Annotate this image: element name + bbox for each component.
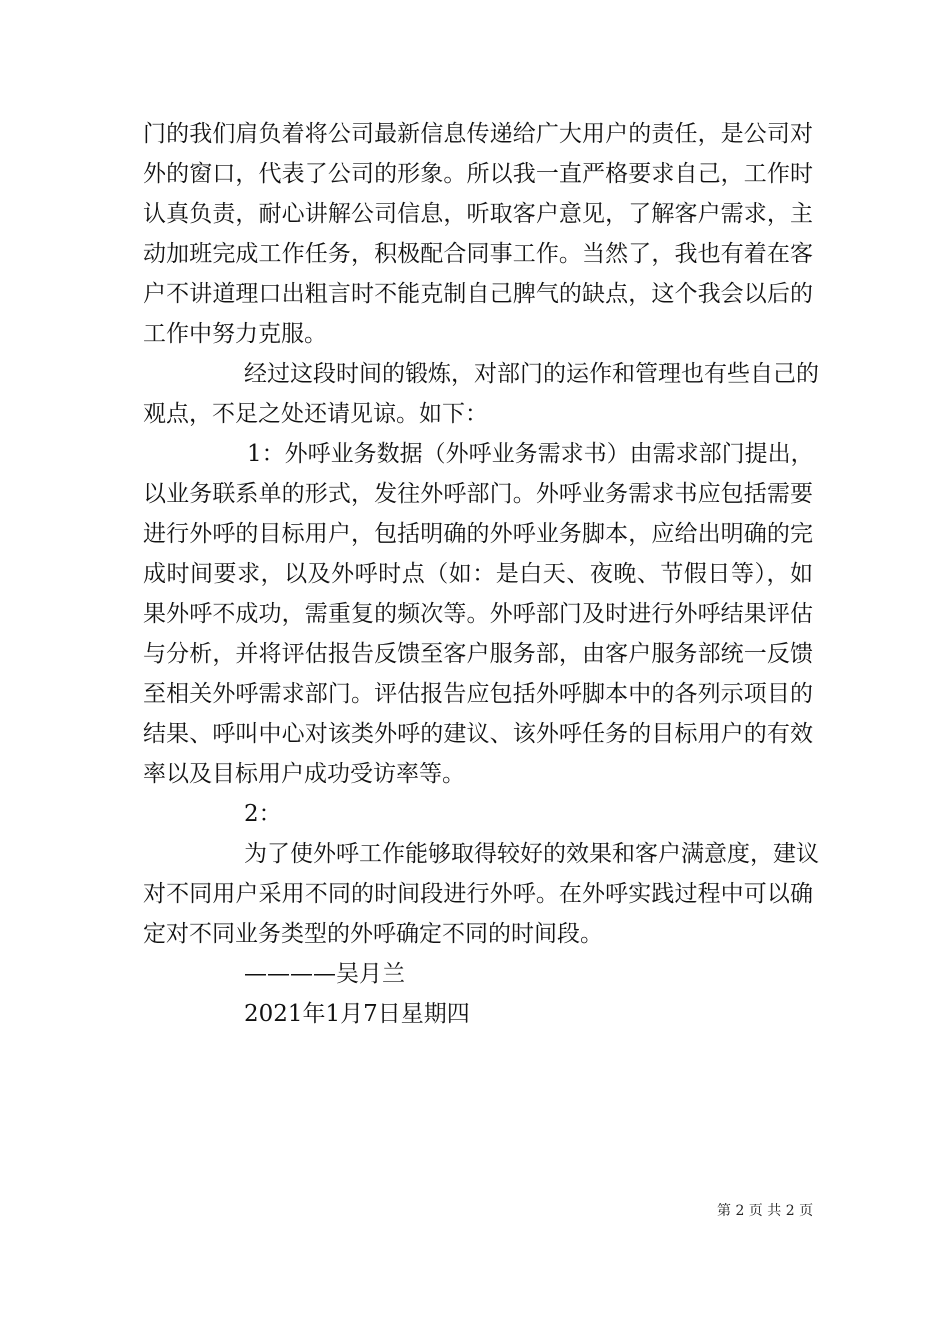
paragraph-line: 进行外呼的目标用户，包括明确的外呼业务脚本，应给出明确的完: [143, 521, 813, 547]
paragraph-line: 定对不同业务类型的外呼确定不同的时间段。: [143, 921, 603, 947]
paragraph-line: 观点，不足之处还请见谅。如下：: [143, 401, 488, 427]
paragraph-line: 经过这段时间的锻炼，对部门的运作和管理也有些自己的: [244, 361, 819, 387]
paragraph-line: 认真负责，耐心讲解公司信息，听取客户意见，了解客户需求，主: [143, 201, 813, 227]
paragraph-line: 为了使外呼工作能够取得较好的效果和客户满意度，建议: [244, 841, 819, 867]
item-label: 2：: [244, 801, 282, 827]
paragraph-line: 1：外呼业务数据（外呼业务需求书）由需求部门提出，: [247, 441, 814, 467]
paragraph-line: 外的窗口，代表了公司的形象。所以我一直严格要求自己，工作时: [143, 161, 813, 187]
paragraph-line: 成时间要求，以及外呼时点（如：是白天、夜晚、节假日等），如: [143, 561, 813, 587]
paragraph-line: 果外呼不成功，需重复的频次等。外呼部门及时进行外呼结果评估: [143, 601, 813, 627]
signature: ————吴月兰: [244, 961, 405, 987]
paragraph-line: 动加班完成工作任务，积极配合同事工作。当然了，我也有着在客: [143, 241, 813, 267]
paragraph-line: 门的我们肩负着将公司最新信息传递给广大用户的责任，是公司对: [143, 121, 813, 147]
paragraph-line: 工作中努力克服。: [143, 321, 327, 347]
paragraph-line: 与分析，并将评估报告反馈至客户服务部，由客户服务部统一反馈: [143, 641, 813, 667]
page-number: 第 2 页 共 2 页: [717, 1203, 814, 1219]
paragraph-line: 结果、呼叫中心对该类外呼的建议、该外呼任务的目标用户的有效: [143, 721, 813, 747]
paragraph-line: 对不同用户采用不同的时间段进行外呼。在外呼实践过程中可以确: [143, 881, 813, 907]
paragraph-line: 至相关外呼需求部门。评估报告应包括外呼脚本中的各列示项目的: [143, 681, 813, 707]
paragraph-line: 户不讲道理口出粗言时不能克制自己脾气的缺点，这个我会以后的: [143, 281, 813, 307]
date: 2021年1月7日星期四: [244, 1001, 470, 1027]
paragraph-line: 率以及目标用户成功受访率等。: [143, 761, 465, 787]
paragraph-line: 以业务联系单的形式，发往外呼部门。外呼业务需求书应包括需要: [143, 481, 813, 507]
